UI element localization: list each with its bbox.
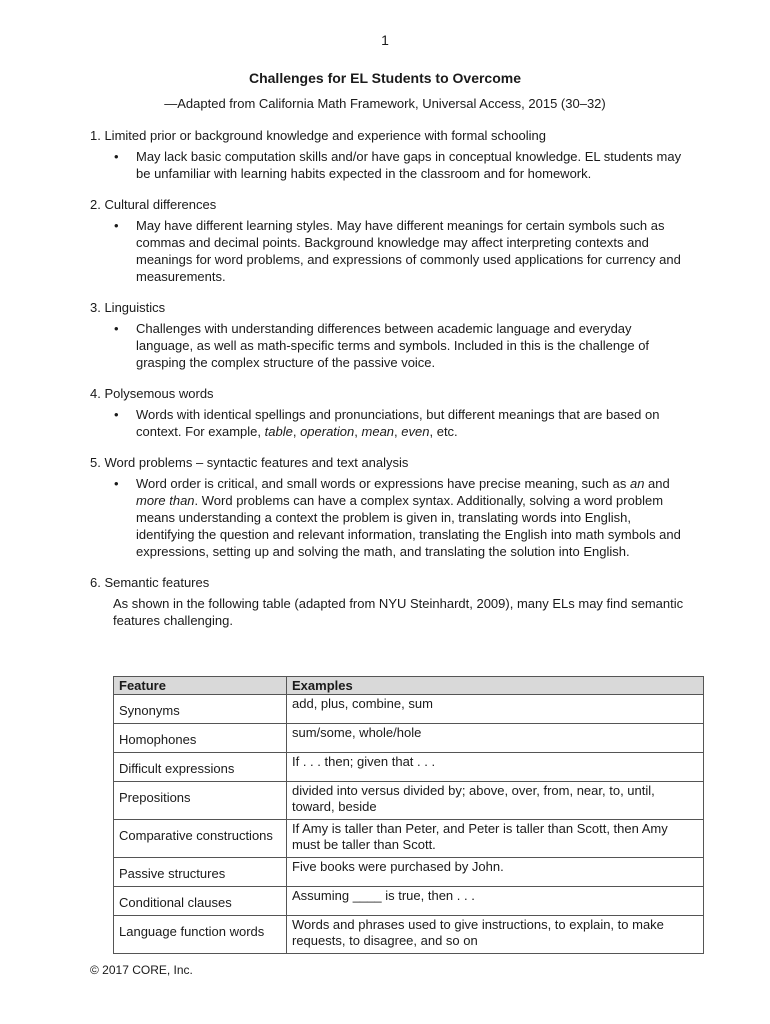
section-heading: 1. Limited prior or background knowledge and experience with formal schooling — [90, 128, 546, 143]
section-heading: 4. Polysemous words — [90, 386, 214, 401]
feature-cell: Passive structures — [114, 858, 287, 887]
example-word: operation — [300, 424, 355, 439]
feature-cell: Prepositions — [114, 782, 287, 820]
bullet-text: May have different learning styles. May have different meanings for certain symbols such as commas and decimal points. Background knowledge may affect interpreting contexts and meanings for word problems, and expressions of commonly used applications for currency and measurements. — [136, 218, 681, 284]
example-cell: If . . . then; given that . . . — [287, 753, 704, 782]
table-row — [114, 858, 704, 887]
bullet-item — [90, 406, 690, 440]
bullet-item — [90, 148, 690, 182]
bullet-item — [90, 217, 690, 285]
column-header-feature: Feature — [114, 677, 287, 695]
example-cell: Assuming ____ is true, then . . . — [287, 887, 704, 916]
text-run: Words with identical spellings and pronunciations, but different meanings that are based on context. For example, — [136, 407, 660, 439]
section-3 — [90, 299, 690, 371]
section-heading: 5. Word problems – syntactic features and text analysis — [90, 455, 409, 470]
bullet-text: Challenges with understanding differences between academic language and everyday language, as well as math-specific terms and symbols. Included in this is the challenge of grasping the complex structure of the passive voice. — [136, 321, 650, 370]
example-cell: If Amy is taller than Peter, and Peter is taller than Scott, then Amy must be taller than Scott. — [287, 820, 704, 858]
bullet-item — [90, 475, 690, 560]
section-6 — [90, 574, 690, 629]
table-header-row — [114, 677, 704, 695]
example-cell: Five books were purchased by John. — [287, 858, 704, 887]
section-heading: 3. Linguistics — [90, 300, 166, 315]
example-word: table — [264, 424, 293, 439]
table-row — [114, 782, 704, 820]
copyright-footer: © 2017 CORE, Inc. — [90, 963, 193, 977]
example-cell: divided into versus divided by; above, over, from, near, to, until, toward, beside — [287, 782, 704, 820]
bullet-dot-icon: • — [114, 149, 119, 164]
section-heading: 2. Cultural differences — [90, 197, 217, 212]
section-4 — [90, 385, 690, 440]
example-word: an — [629, 476, 645, 491]
example-word: even — [401, 424, 430, 439]
bullet-text: May lack basic computation skills and/or have gaps in conceptual knowledge. EL students may be unfamiliar with learning habits expected in the classroom and for homework. — [136, 149, 682, 181]
example-cell: Words and phrases used to give instructions, to explain, to make requests, to disagree, and so on — [287, 916, 704, 954]
section-1 — [90, 127, 690, 182]
example-word: more than — [136, 493, 195, 508]
bullet-dot-icon: • — [114, 321, 119, 336]
table-row — [114, 887, 704, 916]
text-run: , — [292, 424, 301, 439]
bullet-item — [90, 320, 690, 371]
column-header-examples: Examples — [287, 677, 704, 695]
feature-cell: Language function words — [114, 916, 287, 954]
feature-cell: Homophones — [114, 724, 287, 753]
table-row — [114, 724, 704, 753]
table-row — [114, 695, 704, 724]
table-row — [114, 916, 704, 954]
bullet-text — [136, 407, 659, 439]
sections-list — [90, 127, 690, 643]
example-cell: add, plus, combine, sum — [287, 695, 704, 724]
section-5 — [90, 454, 690, 560]
page-number: 1 — [381, 32, 389, 48]
example-cell: sum/some, whole/hole — [287, 724, 704, 753]
bullet-text — [136, 476, 681, 559]
section-2 — [90, 196, 690, 285]
bullet-dot-icon: • — [114, 218, 119, 233]
feature-cell: Comparative constructions — [114, 820, 287, 858]
text-run: , — [394, 424, 402, 439]
bullet-dot-icon: • — [114, 476, 119, 491]
section-heading: 6. Semantic features — [90, 575, 210, 590]
section-intro: As shown in the following table (adapted from NYU Steinhardt, 2009), many ELs may find semantic features challenging. — [113, 596, 684, 628]
example-word: mean — [361, 424, 395, 439]
text-run: . Word problems can have a complex syntax. Additionally, solving a word problem means understanding a context the problem is given in, translating words into English, identifying the question and relevant information, translating the English into math symbols and expressions, setting up and solving the math, and translating the solution into English. — [136, 493, 681, 559]
text-run: , etc. — [429, 424, 458, 439]
feature-cell: Synonyms — [114, 695, 287, 724]
document-subtitle: —Adapted from California Math Framework, Universal Access, 2015 (30–32) — [164, 96, 606, 111]
text-run: Word order is critical, and small words or expressions have precise meaning, such as — [136, 476, 630, 491]
document-title: Challenges for EL Students to Overcome — [248, 70, 522, 86]
table-row — [114, 820, 704, 858]
feature-cell: Difficult expressions — [114, 753, 287, 782]
table-row — [114, 753, 704, 782]
bullet-dot-icon: • — [114, 407, 119, 422]
feature-cell: Conditional clauses — [114, 887, 287, 916]
semantic-features-table — [113, 676, 704, 954]
text-run: , — [354, 424, 362, 439]
text-run: and — [644, 476, 670, 491]
